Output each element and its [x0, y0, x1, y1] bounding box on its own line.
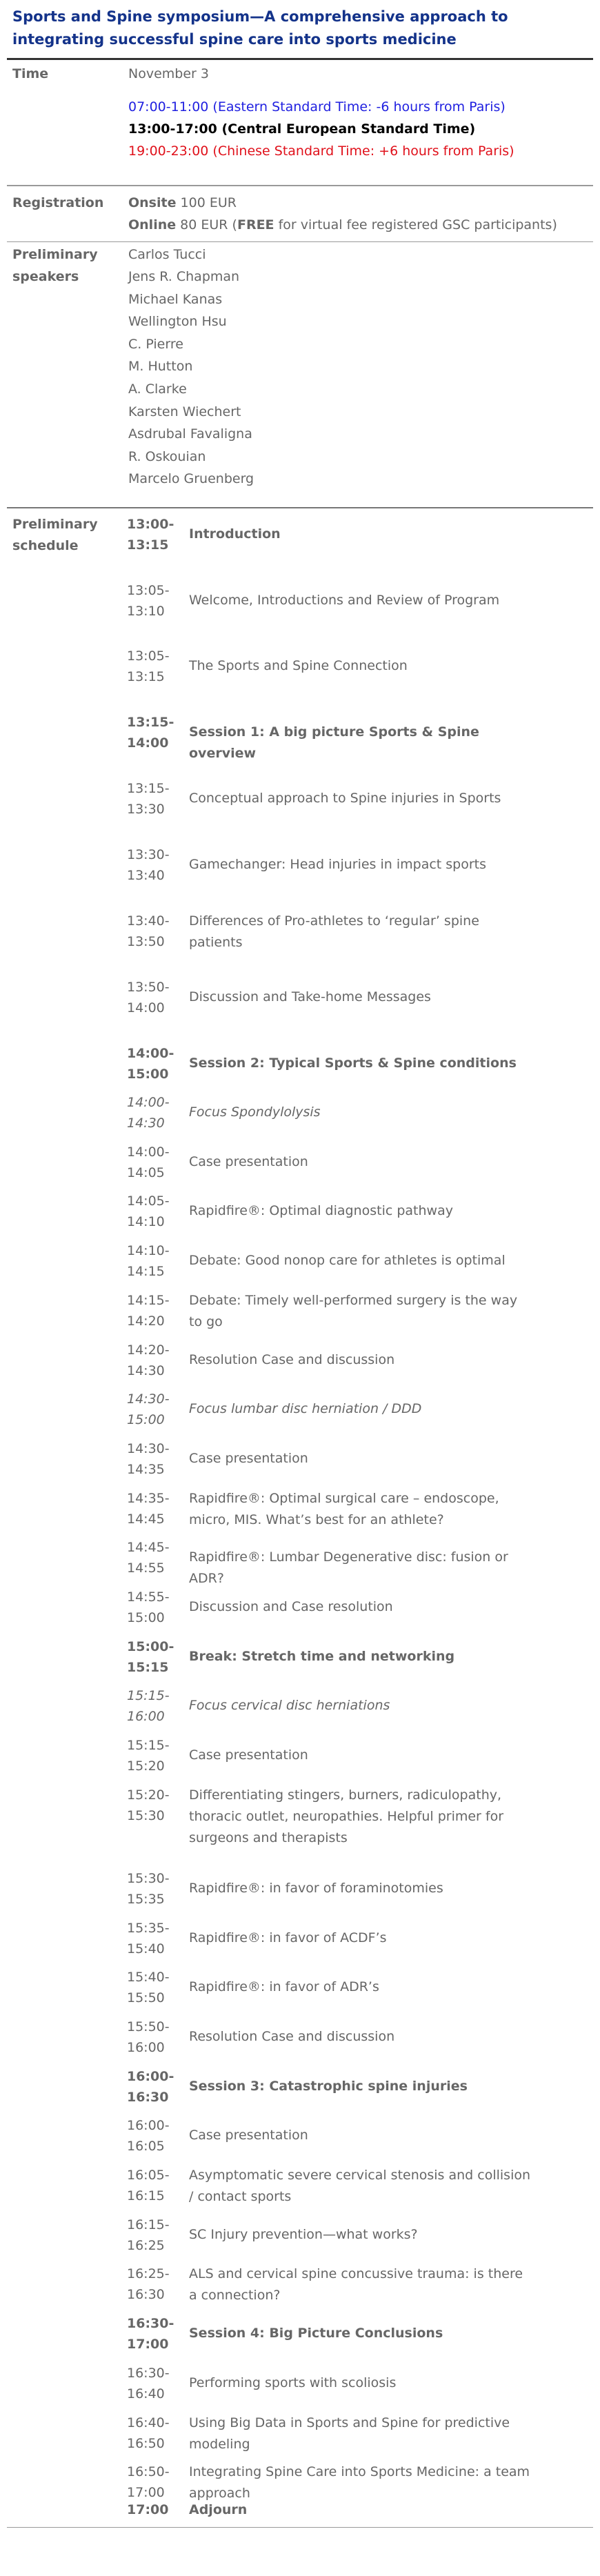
schedule-description: Focus Spondylolysis — [189, 1104, 321, 1120]
time-eastern: 07:00-11:00 (Eastern Standard Time: -6 hours from Paris) — [128, 99, 506, 115]
schedule-label — [12, 514, 98, 557]
speakers-label — [7, 241, 128, 507]
speaker-name: C. Pierre — [128, 336, 183, 352]
schedule-time-end: 17:00 — [127, 2485, 165, 2500]
schedule-time-start: 13:05- — [127, 648, 170, 664]
schedule-time-start: 15:50- — [127, 2019, 170, 2034]
schedule-time — [127, 712, 189, 753]
online-note: for virtual fee registered GSC participants) — [274, 217, 557, 232]
time-label: Time — [12, 66, 49, 81]
schedule-time-end: 15:30 — [127, 1808, 165, 1823]
schedule-description: Case presentation — [189, 1154, 308, 1169]
registration-onsite — [128, 192, 593, 214]
schedule-time-end: 13:15 — [127, 537, 169, 553]
registration-section — [7, 186, 593, 241]
schedule-time-start: 16:05- — [127, 2168, 170, 2183]
schedule-time — [127, 2412, 189, 2454]
schedule-description: Session 1: A big picture Sports & Spine overview — [189, 724, 479, 761]
schedule-section — [0, 508, 600, 2537]
schedule-time — [127, 2115, 189, 2157]
schedule-time — [127, 977, 189, 1018]
registration-online — [128, 214, 593, 236]
free-label: FREE — [237, 217, 274, 232]
schedule-description: The Sports and Spine Connection — [189, 658, 408, 673]
speaker-name: Wellington Hsu — [128, 314, 227, 330]
speaker-name: M. Hutton — [128, 359, 193, 375]
schedule-description: Session 3: Catastrophic spine injuries — [189, 2079, 468, 2094]
schedule-description: Resolution Case and discussion — [189, 2029, 395, 2044]
schedule-time-end: 15:00 — [127, 1067, 169, 1082]
schedule-time — [127, 646, 189, 687]
registration-label: Registration — [7, 186, 128, 241]
schedule-description: Session 2: Typical Sports & Spine conditions — [189, 1056, 517, 1071]
schedule-time — [127, 1685, 189, 1727]
schedule-time-start: 16:15- — [127, 2217, 170, 2232]
schedule-time-start: 15:00- — [127, 1639, 174, 1654]
speakers-label-line2: speakers — [12, 268, 79, 284]
schedule-description: Rapidfire®: Lumbar Degenerative disc: fusion or ADR? — [189, 1549, 508, 1586]
schedule-time — [127, 1967, 189, 2008]
schedule-time-start: 14:10- — [127, 1243, 170, 1258]
schedule-time-start: 14:45- — [127, 1540, 170, 1555]
schedule-description: Introduction — [189, 526, 281, 542]
schedule-description: Break: Stretch time and networking — [189, 1649, 455, 1664]
speakers-label-line1: Preliminary — [12, 246, 98, 262]
schedule-time — [127, 1537, 189, 1578]
schedule-description: ALS and cervical spine concussive trauma: is there a connection? — [189, 2266, 523, 2303]
schedule-time — [127, 2461, 189, 2503]
schedule-time-start: 13:00- — [127, 517, 174, 532]
schedule-time — [127, 2017, 189, 2058]
schedule-description: Discussion and Take-home Messages — [189, 989, 431, 1004]
schedule-time-start: 13:40- — [127, 913, 170, 929]
schedule-time-start: 16:50- — [127, 2464, 170, 2479]
page-title: Sports and Spine symposium—A comprehensive approach to integrating successful spine care into sports medicine — [12, 8, 508, 48]
schedule-bottom-divider — [7, 2527, 593, 2528]
schedule-time — [127, 1142, 189, 1183]
schedule-time-end: 13:10 — [127, 604, 165, 619]
schedule-time-start: 14:00- — [127, 1046, 174, 1061]
schedule-time-end: 13:15 — [127, 669, 165, 684]
schedule-time-end: 15:00 — [127, 1412, 165, 1427]
speaker-name: Karsten Wiechert — [128, 404, 241, 419]
schedule-description: Case presentation — [189, 1747, 308, 1763]
schedule-time — [127, 1735, 189, 1776]
schedule-time-end: 16:00 — [127, 2040, 165, 2055]
speaker-name: Asdrubal Favaligna — [128, 426, 252, 442]
event-date: November 3 — [128, 66, 209, 81]
info-table — [7, 60, 593, 507]
schedule-description: Resolution Case and discussion — [189, 1352, 395, 1367]
schedule-description: Discussion and Case resolution — [189, 1599, 393, 1614]
schedule-time — [127, 911, 189, 952]
schedule-time-start: 13:30- — [127, 847, 170, 862]
schedule-time — [127, 1868, 189, 1910]
schedule-time-end: 13:30 — [127, 802, 165, 817]
onsite-price: 100 EUR — [180, 195, 237, 210]
schedule-time-end: 16:15 — [127, 2188, 165, 2203]
schedule-time-end: 16:00 — [127, 1709, 165, 1724]
schedule-time-end: 14:00 — [127, 735, 169, 751]
schedule-time-start: 13:50- — [127, 980, 170, 995]
schedule-time — [127, 2165, 189, 2206]
schedule-time — [127, 1785, 189, 1826]
schedule-time-start: 15:40- — [127, 1970, 170, 1985]
time-content — [128, 60, 593, 186]
schedule-time-end: 14:30 — [127, 1116, 165, 1131]
schedule-description: SC Injury prevention—what works? — [189, 2227, 418, 2242]
time-central: 13:00-17:00 (Central European Standard Time) — [128, 121, 476, 137]
schedule-time-end: 16:30 — [127, 2287, 165, 2302]
speaker-name: A. Clarke — [128, 382, 187, 397]
schedule-time-end: 16:30 — [127, 2090, 169, 2105]
schedule-description: Debate: Good nonop care for athletes is optimal — [189, 1253, 506, 1268]
schedule-time-start: 14:00- — [127, 1145, 170, 1160]
schedule-time — [127, 1636, 189, 1678]
schedule-description: Rapidfire®: in favor of foraminotomies — [189, 1881, 443, 1896]
schedule-time — [127, 778, 189, 820]
schedule-time-end: 14:00 — [127, 1000, 165, 1015]
schedule-time-start: 15:15- — [127, 1688, 170, 1703]
schedule-time-start: 13:05- — [127, 583, 170, 598]
schedule-description: Rapidfire®: in favor of ACDF’s — [189, 1930, 387, 1945]
schedule-description: Rapidfire®: Optimal surgical care – endoscope, micro, MIS. What’s best for an athlete? — [189, 1491, 499, 1527]
schedule-time-start: 17:00 — [127, 2502, 169, 2517]
speaker-name: R. Oskouian — [128, 448, 206, 464]
schedule-description: Differences of Pro-athletes to ‘regular’ spine patients — [189, 913, 479, 950]
online-label: Online — [128, 217, 177, 232]
schedule-time — [127, 2263, 189, 2305]
schedule-time-start: 14:15- — [127, 1293, 170, 1308]
speaker-name: Michael Kanas — [128, 291, 223, 307]
registration-content — [128, 186, 593, 241]
schedule-label-line2: schedule — [12, 538, 79, 553]
schedule-time — [127, 1043, 189, 1084]
schedule-description: Focus cervical disc herniations — [189, 1698, 390, 1713]
speakers-list — [128, 241, 593, 507]
schedule-time — [127, 2363, 189, 2404]
schedule-time — [127, 1092, 189, 1133]
schedule-time-end: 17:00 — [127, 2337, 169, 2352]
schedule-time-end: 15:35 — [127, 1892, 165, 1907]
schedule-time-start: 14:35- — [127, 1491, 170, 1506]
schedule-time — [127, 1191, 189, 1232]
schedule-description: Rapidfire®: in favor of ADR’s — [189, 1979, 379, 1994]
time-spacer — [128, 85, 593, 96]
online-price: 80 EUR ( — [180, 217, 237, 232]
schedule-time-end: 15:40 — [127, 1941, 165, 1956]
schedule-time — [127, 2215, 189, 2256]
schedule-description: Using Big Data in Sports and Spine for predictive modeling — [189, 2415, 510, 2452]
speaker-name: Marcelo Gruenberg — [128, 471, 254, 487]
speaker-name: Carlos Tucci — [128, 246, 206, 262]
schedule-time-start: 14:20- — [127, 1343, 170, 1358]
schedule-time-end: 14:55 — [127, 1561, 165, 1576]
schedule-time-end: 14:35 — [127, 1462, 165, 1477]
schedule-time-end: 16:40 — [127, 2386, 165, 2401]
schedule-time-end: 14:10 — [127, 1214, 165, 1229]
schedule-time — [127, 2499, 189, 2520]
schedule-description: Integrating Spine Care into Sports Medicine: a team approach — [189, 2464, 530, 2501]
schedule-time-start: 13:15- — [127, 781, 170, 796]
schedule-time-start: 14:30- — [127, 1441, 170, 1456]
schedule-time — [127, 514, 189, 555]
schedule-time-end: 14:30 — [127, 1363, 165, 1378]
schedule-description: Case presentation — [189, 1451, 308, 1466]
schedule-time-start: 14:00- — [127, 1095, 170, 1110]
schedule-label-line1: Preliminary — [12, 517, 98, 532]
schedule-description: Differentiating stingers, burners, radiculopathy, thoracic outlet, neuropathies. Helpful primer for surgeons and therapists — [189, 1787, 504, 1845]
schedule-time-start: 16:30- — [127, 2366, 170, 2381]
schedule-time-start: 15:35- — [127, 1921, 170, 1936]
schedule-time-start: 14:30- — [127, 1391, 170, 1407]
schedule-time-start: 16:00- — [127, 2069, 174, 2084]
schedule-time — [127, 1488, 189, 1529]
schedule-time-end: 15:15 — [127, 1660, 169, 1675]
schedule-time-end: 14:20 — [127, 1314, 165, 1329]
schedule-time — [127, 1290, 189, 1331]
schedule-time-end: 16:05 — [127, 2139, 165, 2154]
schedule-time-start: 15:20- — [127, 1787, 170, 1803]
schedule-time-end: 13:50 — [127, 934, 165, 949]
schedule-time — [127, 1389, 189, 1430]
schedule-time-start: 16:30- — [127, 2316, 174, 2331]
schedule-time-end: 15:50 — [127, 1990, 165, 2005]
schedule-description: Gamechanger: Head injuries in impact sports — [189, 857, 487, 872]
schedule-description: Debate: Timely well-performed surgery is the way to go — [189, 1293, 518, 1329]
onsite-label: Onsite — [128, 195, 177, 210]
schedule-time-end: 16:50 — [127, 2436, 165, 2451]
schedule-description: Performing sports with scoliosis — [189, 2375, 397, 2390]
schedule-time-start: 14:55- — [127, 1589, 170, 1605]
time-chinese: 19:00-23:00 (Chinese Standard Time: +6 hours from Paris) — [128, 143, 514, 159]
schedule-time-end: 15:20 — [127, 1758, 165, 1774]
schedule-time — [127, 1438, 189, 1480]
schedule-time-end: 15:00 — [127, 1610, 165, 1625]
schedule-time — [127, 2066, 189, 2108]
schedule-description: Session 4: Big Picture Conclusions — [189, 2326, 443, 2341]
schedule-time-start: 16:00- — [127, 2118, 170, 2133]
schedule-time-end: 14:05 — [127, 1165, 165, 1180]
schedule-description: Case presentation — [189, 2128, 308, 2143]
schedule-description: Conceptual approach to Spine injuries in Sports — [189, 791, 501, 806]
schedule-description: Asymptomatic severe cervical stenosis and collision / contact sports — [189, 2168, 531, 2204]
schedule-time-start: 16:25- — [127, 2266, 170, 2281]
schedule-description: Adjourn — [189, 2502, 248, 2517]
schedule-time-start: 15:15- — [127, 1738, 170, 1753]
schedule-time-end: 16:25 — [127, 2238, 165, 2253]
schedule-time-start: 15:30- — [127, 1871, 170, 1886]
schedule-description: Welcome, Introductions and Review of Program — [189, 593, 500, 608]
speaker-name: Jens R. Chapman — [128, 269, 240, 285]
schedule-time — [127, 1340, 189, 1381]
schedule-time — [127, 580, 189, 622]
schedule-time-start: 14:05- — [127, 1193, 170, 1209]
schedule-time — [127, 1240, 189, 1282]
schedule-description: Rapidfire®: Optimal diagnostic pathway — [189, 1203, 453, 1218]
schedule-time-start: 13:15- — [127, 715, 174, 730]
schedule-time — [127, 1918, 189, 1959]
schedule-time-end: 13:40 — [127, 868, 165, 883]
time-section — [7, 60, 593, 186]
schedule-time — [127, 844, 189, 886]
schedule-time — [127, 2313, 189, 2355]
schedule-description: Focus lumbar disc herniation / DDD — [189, 1401, 422, 1416]
schedule-time — [127, 1587, 189, 1628]
speakers-section — [7, 241, 593, 507]
schedule-time-end: 14:45 — [127, 1512, 165, 1527]
schedule-time-start: 16:40- — [127, 2415, 170, 2430]
schedule-time-end: 14:15 — [127, 1264, 165, 1279]
